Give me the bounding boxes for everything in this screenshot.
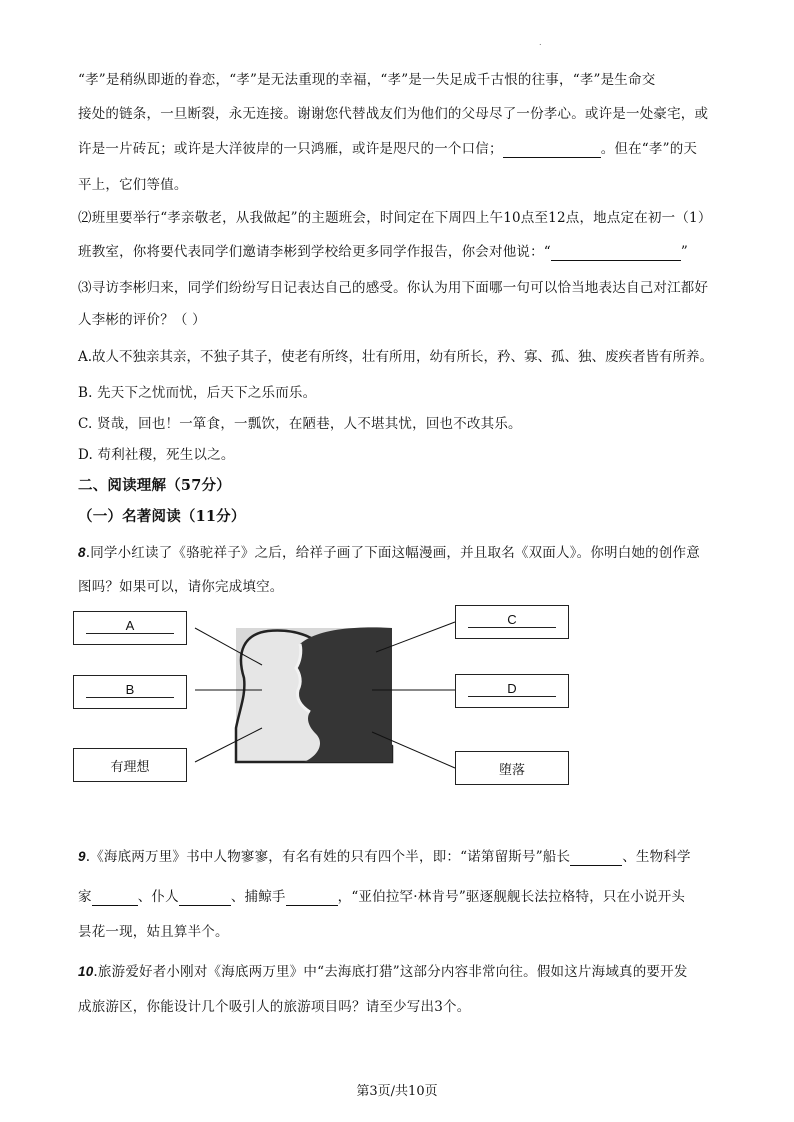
label-box-a-text: A	[86, 619, 174, 634]
label-box-c-text: C	[468, 613, 556, 628]
q8-number: 8	[78, 545, 86, 560]
answer-blank-harpooner[interactable]	[286, 889, 338, 906]
q3-line-2: 人李彬的评价？（ ）	[78, 312, 206, 328]
q9-text-2b: 、仆人	[137, 889, 179, 905]
q10-number: 10	[78, 964, 94, 979]
passage-line-4: 平上，它们等值。	[78, 177, 188, 193]
option-a[interactable]: A.故人不独亲其亲，不独子其子，使老有所终，壮有所用，幼有所长，矜、寡、孤、独、废疾者皆有所养。	[78, 349, 714, 365]
top-mark: .	[539, 38, 542, 47]
passage-line-2: 接处的链条，一旦断裂，永无连接。谢谢您代替战友们为他们的父母尽了一份孝心。或许是一处豪宅，或	[78, 106, 709, 122]
q2-line-1: ⑵班里要举行“孝亲敬老，从我做起”的主题班会，时间定在下周四上午10点至12点，地点定在初一（1）	[78, 210, 712, 226]
q8-line-2: 图吗？如果可以，请你完成填空。	[78, 579, 284, 595]
q9-number: 9	[78, 849, 86, 864]
label-box-a[interactable]	[73, 611, 187, 645]
label-box-b-text: B	[86, 683, 174, 698]
q9-text-1a: .《海底两万里》书中人物寥寥，有名有姓的只有四个半，即：“诺第留斯号”船长	[85, 849, 571, 865]
q2-line-2a: 班教室，你将要代表同学们邀请李彬到学校给更多同学作报告，你会对他说：“	[78, 244, 551, 260]
page-footer: 第3页/共10页	[356, 1084, 438, 1099]
q10-line-1	[78, 960, 688, 980]
label-box-left-bottom	[73, 748, 187, 782]
q9-line-2	[78, 885, 685, 906]
q3-line-1: ⑶寻访李彬归来，同学们纷纷写日记表达自己的感受。你认为用下面哪一句可以恰当地表达自己对江都好	[78, 280, 709, 296]
q9-line-3: 昙花一现，姑且算半个。	[78, 924, 229, 940]
q10-line-2: 成旅游区，你能设计几个吸引人的旅游项目吗？请至少写出3个。	[78, 999, 471, 1015]
label-box-left-bottom-text: 有理想	[110, 758, 150, 774]
label-box-right-bottom-text: 堕落	[498, 761, 525, 777]
q9-text-2d: ，“亚伯拉罕·林肯号”驱逐舰舰长法拉格特，只在小说开头	[337, 889, 686, 905]
q9-text-2c: 、捕鲸手	[230, 889, 286, 905]
answer-blank-scientist[interactable]	[92, 889, 138, 906]
q9-text-2a: 家	[78, 889, 92, 905]
passage-line-3a: 许是一片砖瓦；或许是大洋彼岸的一只鸿雁，或许是咫尺的一个口信；	[78, 141, 503, 157]
option-d[interactable]: D. 苟利社稷，死生以之。	[78, 447, 235, 463]
label-box-d-text: D	[468, 682, 556, 697]
label-box-right-bottom	[455, 751, 569, 785]
label-box-c[interactable]	[455, 605, 569, 639]
label-box-b[interactable]	[73, 675, 187, 709]
option-b[interactable]: B. 先天下之忧而忧，后天下之乐而乐。	[78, 385, 317, 401]
answer-blank-servant[interactable]	[179, 889, 231, 906]
q10-text-1: .旅游爱好者小刚对《海底两万里》中“去海底打猎”这部分内容非常向往。假如这片海域真的要开发	[93, 964, 688, 980]
q2-line-2c: ”	[680, 244, 689, 260]
passage-line-1: “孝”是稍纵即逝的眷恋，“孝”是无法重现的幸福，“孝”是一失足成千古恨的往事，“孝”是生命交	[78, 72, 656, 88]
option-c[interactable]: C. 贤哉，回也！一箪食，一瓢饮，在陋巷，人不堪其忧，回也不改其乐。	[78, 416, 522, 432]
section-heading-reading: 二、阅读理解（57分）	[78, 477, 231, 494]
q9-text-1b: 、生物科学	[622, 849, 691, 865]
q9-line-1	[78, 845, 691, 866]
passage-line-3b: 。但在“孝”的天	[600, 141, 698, 157]
subsection-heading-classics: （一）名著阅读（11分）	[78, 508, 246, 525]
label-box-d[interactable]	[455, 674, 569, 708]
q8-text-1: .同学小红读了《骆驼祥子》之后，给祥子画了下面这幅漫画，并且取名《双面人》。你明白她的创作意	[85, 545, 700, 561]
answer-blank-captain[interactable]	[570, 849, 622, 866]
